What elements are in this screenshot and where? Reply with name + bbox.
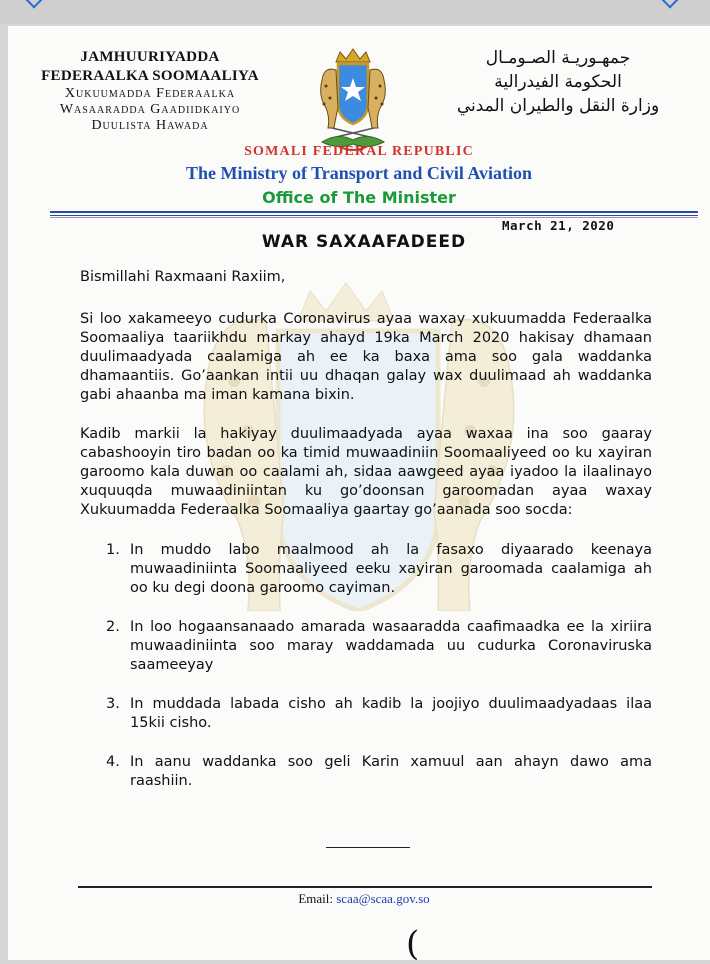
email-link[interactable]: scaa@scaa.gov.so bbox=[336, 891, 430, 906]
list-text: In aanu waddanka soo geli Karin xamuul aan ahayn dawo ama raashiin. bbox=[130, 754, 652, 789]
header-arabic bbox=[426, 46, 690, 118]
list-item bbox=[80, 541, 652, 598]
list-text: In muddo labo maalmood ah la fasaxo diyaarado keenaya muwaadiniinta Soomaaliyeed eeku xayiran garoomada caalamiga ah oo ku degi doona garoomo cayiman. bbox=[130, 542, 652, 596]
list-number: 2. bbox=[106, 619, 120, 635]
list-text: In loo hogaansanaado amarada wasaaradda caafimaadka ee la xiriira muwaadiniinta soo maray waddamada uu cudurka Coronaviruska saameeyay bbox=[130, 619, 652, 673]
handwritten-mark: ( bbox=[406, 924, 420, 964]
header-right-line1: ﺟﻤﻬـﻮﺭﻳـﺔ ﺍﻟﺼـﻮﻣـﺎﻝ bbox=[485, 48, 631, 68]
letter-page bbox=[8, 26, 710, 964]
list-item bbox=[80, 618, 652, 675]
email-label: Email: bbox=[298, 891, 333, 906]
decision-list bbox=[80, 541, 652, 791]
header-left-line5: Duulista Hawada bbox=[91, 118, 209, 133]
list-text: In muddada labada cisho ah kadib la joojiyo duulimaadyadaas ilaa 15kii cisho. bbox=[130, 696, 652, 731]
letter-body bbox=[80, 268, 652, 811]
header-right-line3: ﻭﺯﺍﺭﺓ ﺍﻟﻨﻘﻞ ﻭﺍﻟﻄﻴﺮﺍﻥ ﺍﻟﻤﺪﻧﻲ bbox=[456, 96, 660, 116]
header-divider bbox=[50, 215, 698, 216]
ministry-name: The Ministry of Transport and Civil Aviation bbox=[185, 163, 533, 183]
header-left-line1: JAMHUURIYADDA bbox=[80, 49, 220, 65]
list-item bbox=[80, 753, 652, 791]
header-left-line4: Wasaaradda Gaadiidkaiyo bbox=[59, 102, 241, 117]
signature-line bbox=[326, 847, 410, 848]
coat-of-arms-icon bbox=[308, 46, 398, 156]
header-right-line2: ﺍﻟﺤﻜﻮﻣﺔ ﺍﻟﻔﻴﺪﺭﺍﻟﻴﺔ bbox=[494, 72, 622, 92]
list-number: 4. bbox=[106, 754, 120, 770]
paragraph-complaints: Kadib markii la hakiyay duulimaadyada ayaa waxaa ina soo gaaray cabashooyin tiro badan oo ka timid muwaadiniin Soomaaliyeed oo ku xayiran garoomo kala duwan oo caalami ah, sidaa aawgeed ayaa iyadoo la ilaalinayo xuquuqda muwaadiniintan ku go’doonsan garoomadan ayaa waxay Xukuumadda Federaalka Soomaaliya gaartay go’aanada soo socda: bbox=[80, 426, 652, 518]
footer-divider bbox=[78, 886, 652, 888]
letter-date: March 21, 2020 bbox=[502, 218, 615, 233]
list-number: 1. bbox=[106, 542, 120, 558]
paragraph-intro: Si loo xakameeyo cudurka Coronavirus ayaa waxay xukuumadda Federaalka Soomaaliya taariikhdu markay ahayd 19ka March 2020 hakisay dhamaan duulimaadyada caalamiga ah ee ka baxa ama soo gala waddanka dhamaantiis. Go’aankan intii uu dhaqan galay wax duulimaad ah waddanka gabi ahaanba ma iman kamana bixin. bbox=[80, 311, 652, 403]
republic-name: SOMALI FEDERAL REPUBLIC bbox=[244, 144, 474, 159]
header-divider bbox=[50, 211, 698, 213]
list-number: 3. bbox=[106, 696, 120, 712]
header-left-line2: FEDERAALKA SOOMAALIYA bbox=[41, 68, 259, 84]
greeting: Bismillahi Raxmaani Raxiim, bbox=[80, 269, 286, 285]
list-item bbox=[80, 695, 652, 733]
chevron-down-icon[interactable] bbox=[662, 0, 679, 8]
top-strip bbox=[0, 0, 710, 24]
footer-email bbox=[8, 891, 710, 907]
office-name: Office of The Minister bbox=[262, 188, 456, 207]
document-title: WAR SAXAAFADEED bbox=[261, 232, 467, 252]
chevron-down-icon[interactable] bbox=[26, 0, 43, 8]
header-left-line3: Xukuumadda Federaalka bbox=[64, 86, 236, 101]
header-somali bbox=[22, 48, 278, 134]
